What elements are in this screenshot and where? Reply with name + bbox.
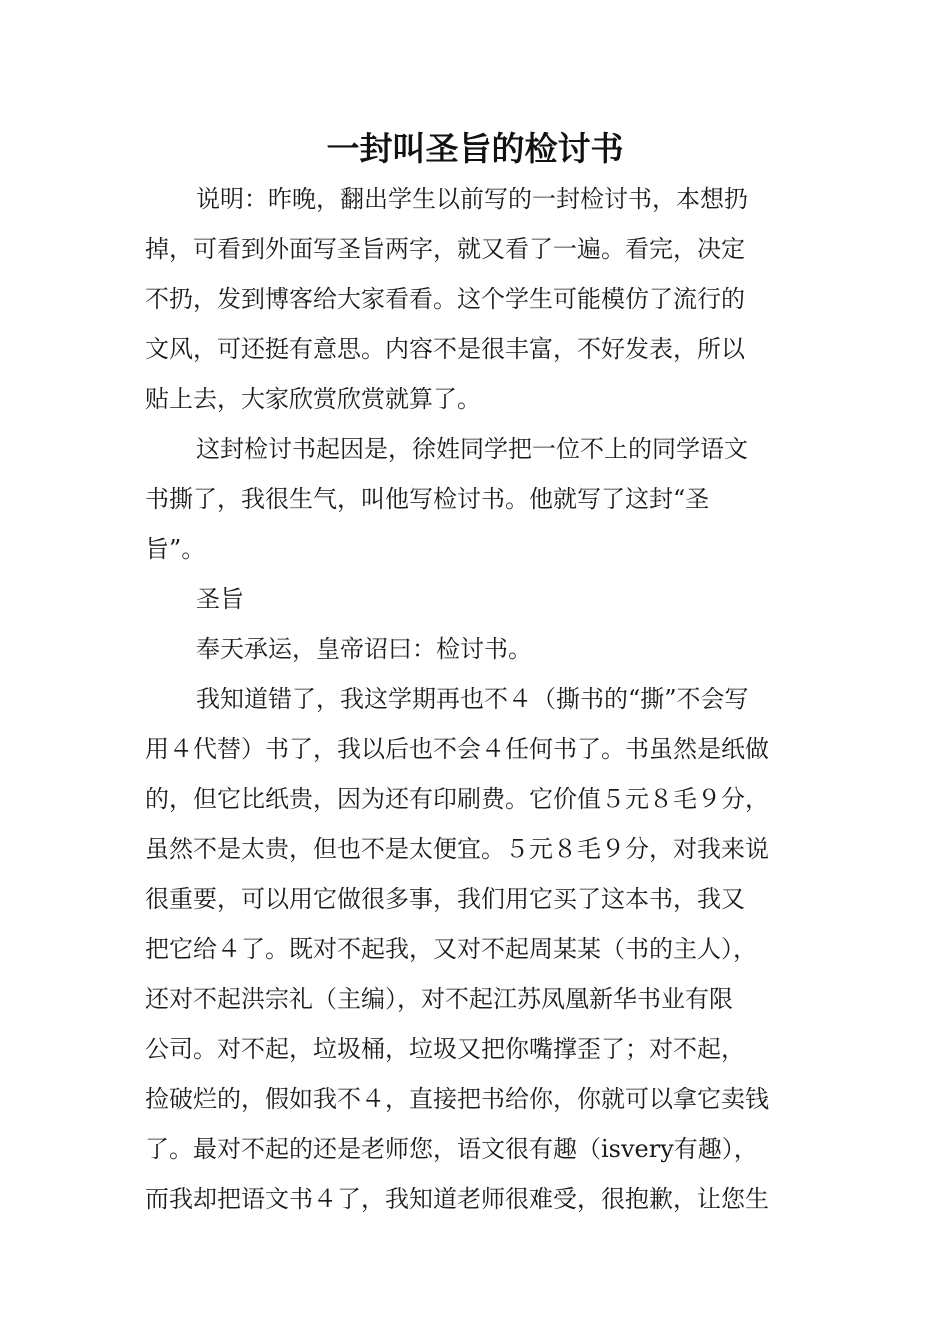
paragraph-line: 说明：昨晚，翻出学生以前写的一封检讨书，本想扔: [196, 185, 748, 213]
paragraph-line: 的，但它比纸贵，因为还有印刷费。它价值５元８毛９分，: [145, 785, 769, 813]
paragraph-line: 这封检讨书起因是，徐姓同学把一位不上的同学语文: [196, 435, 748, 463]
paragraph-line: 了。最对不起的还是老师您，语文很有趣（isvery有趣），: [145, 1135, 758, 1163]
document-title: 一封叫圣旨的检讨书: [326, 129, 624, 168]
letter-heading: 圣旨: [196, 585, 244, 613]
paragraph-line: 文风，可还挺有意思。内容不是很丰富，不好发表，所以: [145, 335, 745, 363]
paragraph-line: 还对不起洪宗礼（主编），对不起江苏凤凰新华书业有限: [145, 985, 733, 1013]
paragraph-line: 公司。对不起，垃圾桶，垃圾又把你嘴撑歪了；对不起，: [145, 1035, 745, 1063]
paragraph-line: 书撕了，我很生气，叫他写检讨书。他就写了这封“圣: [145, 485, 710, 513]
paragraph-line: 捡破烂的，假如我不４，直接把书给你，你就可以拿它卖钱: [145, 1085, 769, 1113]
letter-salutation: 奉天承运，皇帝诏曰：检讨书。: [196, 635, 532, 663]
paragraph-line: 很重要，可以用它做很多事，我们用它买了这本书，我又: [145, 885, 745, 913]
paragraph-line: 虽然不是太贵，但也不是太便宜。５元８毛９分，对我来说: [145, 835, 769, 863]
paragraph-line: 贴上去，大家欣赏欣赏就算了。: [145, 385, 481, 413]
paragraph-line: 我知道错了，我这学期再也不４（撕书的“撕”不会写: [196, 685, 749, 713]
paragraph-line: 旨”。: [145, 535, 206, 563]
paragraph-line: 把它给４了。既对不起我，又对不起周某某（书的主人），: [145, 935, 757, 963]
paragraph-line: 而我却把语文书４了，我知道老师很难受，很抱歉，让您生: [145, 1185, 769, 1213]
paragraph-line: 掉，可看到外面写圣旨两字，就又看了一遍。看完，决定: [145, 235, 745, 263]
paragraph-line: 不扔，发到博客给大家看看。这个学生可能模仿了流行的: [145, 285, 745, 313]
paragraph-line: 用４代替）书了，我以后也不会４任何书了。书虽然是纸做: [145, 735, 769, 763]
